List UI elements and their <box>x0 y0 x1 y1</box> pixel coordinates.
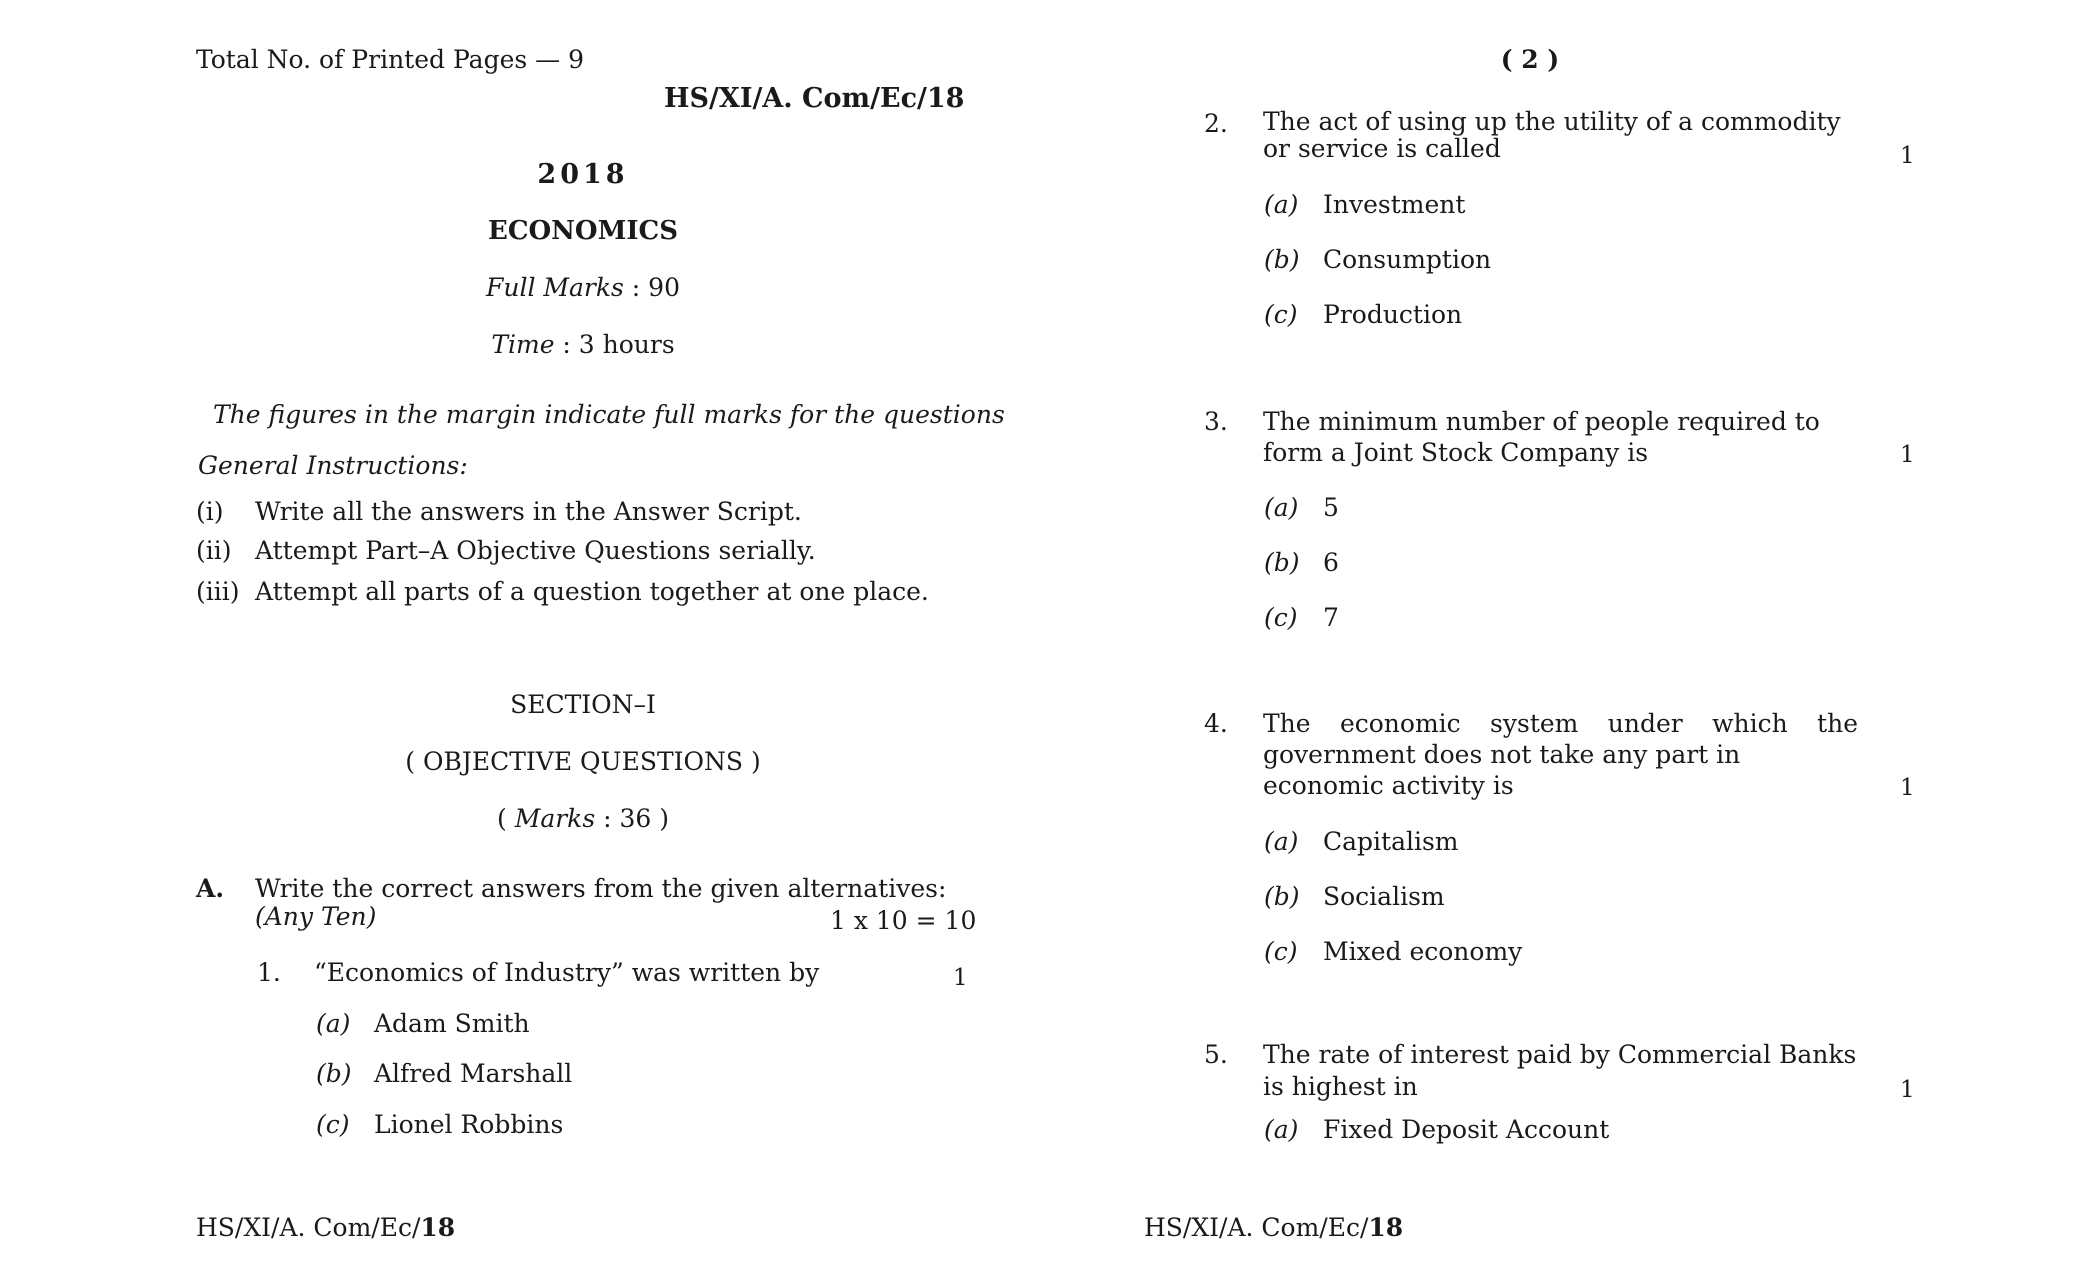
option-text: Mixed economy <box>1323 937 1523 966</box>
instruction-text: Attempt all parts of a question together at one place. <box>255 577 929 606</box>
instruction-number: (iii) <box>196 577 240 606</box>
question-text-line1: The economic system under which the <box>1263 709 1858 738</box>
question-text: “Economics of Industry” was written by <box>314 958 820 987</box>
section-marks-close: : 36 ) <box>595 804 669 833</box>
instruction-item <box>196 535 816 566</box>
option-label: (b) <box>1264 548 1300 577</box>
option-label: (a) <box>1264 493 1299 522</box>
footer-code-prefix: HS/XI/A. Com/Ec/ <box>1144 1213 1369 1242</box>
question-text: The act of using up the utility of a commodity or service is called <box>1263 107 1841 163</box>
question-number: 3. <box>1204 407 1228 436</box>
full-marks-value: : 90 <box>623 273 680 302</box>
question-mark: 1 <box>1900 1077 1915 1103</box>
part-marks: 1 x 10 = 10 <box>830 906 977 935</box>
section-subtitle: ( OBJECTIVE QUESTIONS ) <box>405 747 761 776</box>
footer-code-number: 18 <box>1368 1213 1404 1242</box>
option-item <box>1264 244 1491 275</box>
option-item <box>1264 881 1445 912</box>
question-text: The minimum number of people required to form a Joint Stock Company is <box>1263 407 1820 467</box>
footer-code <box>1144 1212 1403 1243</box>
footer-code <box>196 1212 455 1243</box>
option-label: (c) <box>1264 300 1298 329</box>
option-item <box>1264 547 1339 578</box>
option-label: (b) <box>1264 882 1300 911</box>
option-text: Socialism <box>1323 882 1445 911</box>
question-number: 5. <box>1204 1040 1228 1069</box>
paper-code: HS/XI/A. Com/Ec/18 <box>664 83 965 114</box>
subject-title: ECONOMICS <box>488 216 678 246</box>
footer-code-prefix: HS/XI/A. Com/Ec/ <box>196 1213 421 1242</box>
option-item <box>1264 1114 1609 1145</box>
option-label: (a) <box>316 1009 351 1038</box>
question-mark: 1 <box>1900 442 1915 468</box>
option-label: (a) <box>1264 1115 1299 1144</box>
section-marks <box>497 803 669 834</box>
total-pages-note: Total No. of Printed Pages — 9 <box>196 45 585 74</box>
option-text: Adam Smith <box>374 1009 530 1038</box>
option-text: 7 <box>1323 603 1339 632</box>
instruction-item <box>196 496 802 527</box>
option-label: (c) <box>1264 937 1298 966</box>
option-text: 6 <box>1323 548 1339 577</box>
instruction-number: (i) <box>196 497 224 526</box>
option-item <box>1264 189 1465 220</box>
full-marks-label: Full Marks <box>486 273 624 302</box>
option-label: (c) <box>1264 603 1298 632</box>
exam-year: 2018 <box>537 159 629 190</box>
option-item <box>1264 299 1462 330</box>
option-text: Consumption <box>1323 245 1492 274</box>
part-label: A. <box>196 874 225 903</box>
option-item <box>1264 492 1339 523</box>
question-mark: 1 <box>1900 775 1915 801</box>
option-text: Lionel Robbins <box>374 1110 564 1139</box>
option-text: Fixed Deposit Account <box>1323 1115 1610 1144</box>
section-marks-open: ( <box>497 804 515 833</box>
option-text: Alfred Marshall <box>374 1059 573 1088</box>
option-text: Investment <box>1323 190 1466 219</box>
full-marks <box>486 272 680 303</box>
option-item <box>1264 826 1459 857</box>
question-text: The rate of interest paid by Commercial Banks is highest in <box>1263 1040 1857 1101</box>
part-any-ten: (Any Ten) <box>255 902 377 931</box>
margin-note: The figures in the margin indicate full marks for the questions <box>213 400 1005 429</box>
question-number: 1. <box>257 958 281 987</box>
instruction-number: (ii) <box>196 536 232 565</box>
option-label: (b) <box>316 1059 352 1088</box>
option-label: (c) <box>316 1110 350 1139</box>
option-item <box>1264 936 1522 967</box>
option-label: (a) <box>1264 827 1299 856</box>
question-mark: 1 <box>1900 143 1915 169</box>
time-value: : 3 hours <box>554 330 675 359</box>
instruction-text: Attempt Part–A Objective Questions serially. <box>255 536 816 565</box>
part-instruction: Write the correct answers from the given alternatives: <box>255 874 947 903</box>
page-number: ( 2 ) <box>1500 45 1560 74</box>
option-item <box>1264 602 1339 633</box>
option-item <box>316 1008 530 1039</box>
section-title: SECTION–I <box>510 690 656 719</box>
instructions-heading: General Instructions: <box>198 451 468 480</box>
footer-code-number: 18 <box>420 1213 456 1242</box>
section-marks-label: Marks <box>514 804 596 833</box>
question-text: government does not take any part in economic activity is <box>1263 740 1741 800</box>
option-text: 5 <box>1323 493 1339 522</box>
option-label: (a) <box>1264 190 1299 219</box>
option-item <box>316 1109 563 1140</box>
instruction-text: Write all the answers in the Answer Script. <box>255 497 802 526</box>
question-number: 4. <box>1204 709 1228 738</box>
question-number: 2. <box>1204 109 1228 138</box>
question-mark: 1 <box>953 965 968 991</box>
option-text: Production <box>1323 300 1463 329</box>
option-item <box>316 1058 572 1089</box>
exam-time <box>491 329 674 360</box>
time-label: Time <box>491 330 555 359</box>
option-text: Capitalism <box>1323 827 1459 856</box>
option-label: (b) <box>1264 245 1300 274</box>
instruction-item <box>196 576 929 607</box>
